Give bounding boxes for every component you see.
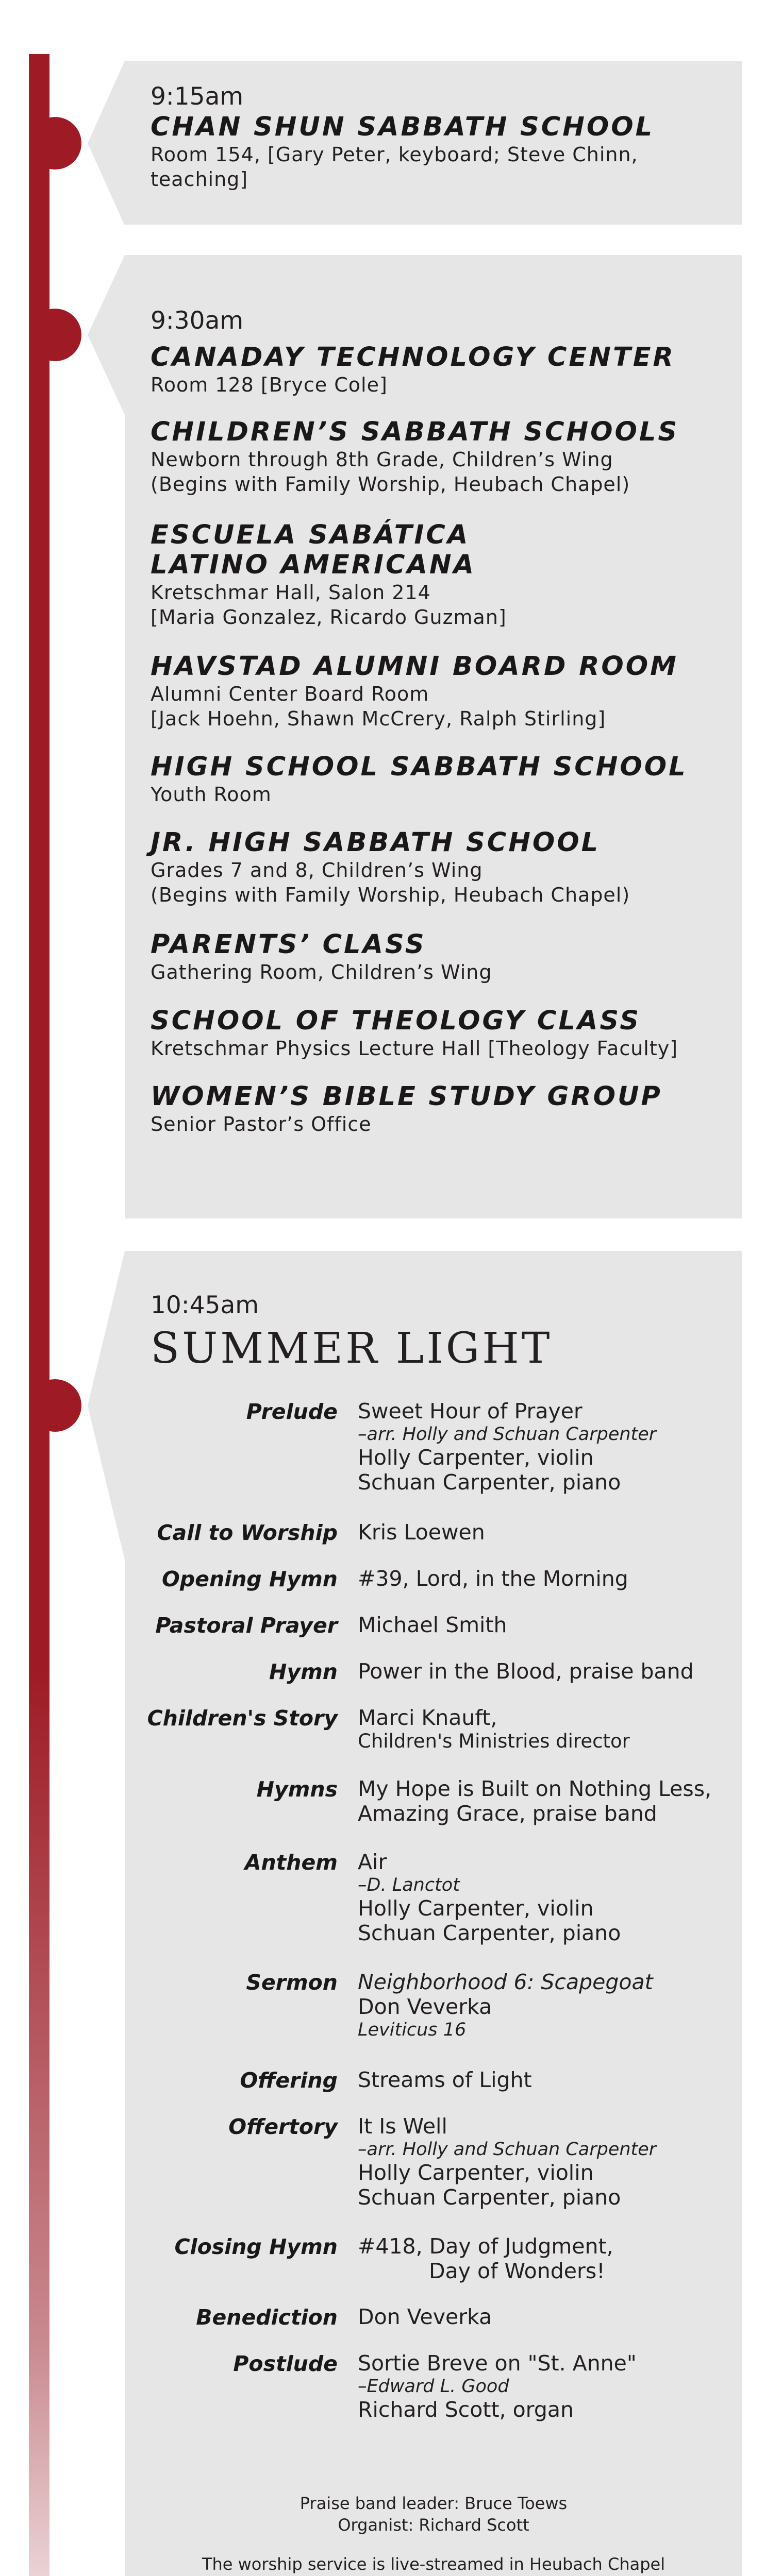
- credit-line: Organist: Richard Scott: [338, 2515, 529, 2535]
- class-entry: [151, 112, 728, 192]
- note-line: The worship service is live-streamed in Heubach Chapel: [202, 2554, 665, 2574]
- class-entry: [151, 652, 728, 731]
- class-detail: Senior Pastor’s Office: [151, 1113, 372, 1136]
- service-title: SUMMER LIGHT: [151, 1324, 553, 1373]
- class-heading: HAVSTAD ALUMNI BOARD ROOM: [151, 651, 678, 682]
- order-value: [358, 1776, 734, 1826]
- class-heading: WOMEN’S BIBLE STUDY GROUP: [151, 1081, 662, 1112]
- class-detail: Gathering Room, Children’s Wing: [151, 961, 492, 984]
- order-line: Holly Carpenter, violin: [358, 1896, 594, 1921]
- order-line: Schuan Carpenter, piano: [358, 2185, 621, 2210]
- order-line: Schuan Carpenter, piano: [358, 1921, 621, 1945]
- order-line: #418, Day of Judgment,: [358, 2234, 613, 2259]
- order-line: Children's Ministries director: [358, 1730, 630, 1752]
- class-heading: CANADAY TECHNOLOGY CENTER: [151, 342, 675, 372]
- order-value: [358, 1613, 734, 1637]
- order-label: Closing Hymn: [174, 2234, 338, 2259]
- class-entry: [151, 752, 728, 807]
- order-label: Opening Hymn: [161, 1567, 338, 1591]
- class-entry: [151, 343, 728, 397]
- section-930: [125, 255, 742, 1218]
- order-composer: –arr. Holly and Schuan Carpenter: [358, 1424, 657, 1445]
- class-detail: Grades 7 and 8, Children’s Wing: [151, 859, 483, 882]
- order-label: Anthem: [244, 1850, 338, 1875]
- order-line: Holly Carpenter, violin: [358, 2160, 594, 2185]
- order-line: Richard Scott, organ: [358, 2397, 574, 2422]
- class-entry: [151, 520, 728, 630]
- order-label: Hymn: [269, 1659, 338, 1684]
- order-composer: –Edward L. Good: [358, 2376, 509, 2397]
- class-heading: ESCUELA SABÁTICA: [151, 520, 470, 550]
- order-line: Air: [358, 1850, 387, 1874]
- class-detail: [Jack Hoehn, Shawn McCrery, Ralph Stirling]: [151, 707, 606, 730]
- class-entry: [151, 1082, 728, 1137]
- order-value: [358, 2351, 734, 2422]
- order-label: Children's Story: [147, 1706, 338, 1731]
- order-composer: –D. Lanctot: [358, 1875, 460, 1895]
- timeline-bar: [29, 54, 49, 2576]
- order-label: Offering: [240, 2068, 338, 2093]
- order-line: Schuan Carpenter, piano: [358, 1470, 621, 1495]
- order-composer: –arr. Holly and Schuan Carpenter: [358, 2139, 657, 2160]
- service-credits: [125, 2493, 742, 2536]
- class-detail: teaching]: [151, 168, 248, 191]
- order-line: Kris Loewen: [358, 1520, 485, 1545]
- class-heading: JR. HIGH SABBATH SCHOOL: [151, 827, 601, 858]
- credit-line: Praise band leader: Bruce Toews: [300, 2494, 568, 2513]
- order-value: [358, 1659, 734, 1684]
- order-line: Streams of Light: [358, 2067, 532, 2092]
- order-value: [358, 1520, 734, 1545]
- time-label: 9:30am: [151, 307, 244, 335]
- order-label: Benediction: [196, 2305, 338, 2330]
- order-label: Call to Worship: [157, 1520, 338, 1545]
- class-detail: Kretschmar Physics Lecture Hall [Theology Faculty]: [151, 1037, 678, 1060]
- order-line: Power in the Blood, praise band: [358, 1659, 694, 1684]
- livestream-note: [125, 2553, 742, 2576]
- class-heading: PARENTS’ CLASS: [151, 929, 426, 960]
- order-line: Don Veverka: [358, 2304, 492, 2329]
- order-line: Day of Wonders!: [429, 2259, 605, 2283]
- class-detail: [Maria Gonzalez, Ricardo Guzman]: [151, 606, 507, 629]
- class-heading: SCHOOL OF THEOLOGY CLASS: [151, 1006, 641, 1036]
- class-detail: Room 154, [Gary Peter, keyboard; Steve Chinn,: [151, 143, 638, 166]
- time-label: 10:45am: [151, 1291, 259, 1319]
- order-value: [358, 1399, 734, 1495]
- order-value: [358, 1705, 734, 1753]
- class-entry: [151, 417, 728, 497]
- order-value: [358, 2114, 734, 2210]
- timeline-dot: [29, 117, 81, 170]
- order-line: Don Veverka: [358, 1994, 492, 2019]
- order-line: Marci Knauft,: [358, 1705, 497, 1730]
- order-line: Sweet Hour of Prayer: [358, 1399, 583, 1423]
- class-heading: CHAN SHUN SABBATH SCHOOL: [151, 112, 655, 142]
- order-value: [358, 1850, 734, 1945]
- order-line: Michael Smith: [358, 1613, 507, 1637]
- timeline-dot: [29, 1379, 81, 1432]
- class-entry: [151, 1006, 728, 1061]
- order-label: Postlude: [233, 2351, 338, 2376]
- order-line: Sortie Breve on "St. Anne": [358, 2351, 637, 2376]
- order-line: It Is Well: [358, 2114, 447, 2139]
- class-detail: Room 128 [Bryce Cole]: [151, 374, 388, 396]
- section-1045-service: [125, 1251, 742, 2576]
- time-label: 9:15am: [151, 82, 244, 111]
- class-entry: [151, 930, 728, 985]
- class-heading: CHILDREN’S SABBATH SCHOOLS: [151, 417, 679, 447]
- class-heading: LATINO AMERICANA: [151, 550, 476, 580]
- class-detail: Alumni Center Board Room: [151, 683, 429, 705]
- class-detail: (Begins with Family Worship, Heubach Chapel): [151, 884, 630, 906]
- order-line: Amazing Grace, praise band: [358, 1801, 657, 1826]
- order-line: Holly Carpenter, violin: [358, 1445, 594, 1470]
- order-label: Pastoral Prayer: [155, 1613, 338, 1638]
- class-detail: Newborn through 8th Grade, Children’s Wing: [151, 448, 613, 471]
- order-value: [358, 2234, 734, 2283]
- order-label: Prelude: [246, 1399, 338, 1424]
- order-line: #39, Lord, in the Morning: [358, 1566, 628, 1591]
- class-entry: [151, 828, 728, 907]
- class-detail: Youth Room: [151, 783, 272, 806]
- order-value: [358, 2067, 734, 2092]
- class-detail: (Begins with Family Worship, Heubach Chapel): [151, 473, 630, 496]
- timeline-dot: [29, 309, 81, 361]
- order-line: Neighborhood 6: Scapegoat: [358, 1970, 653, 1994]
- order-label: Sermon: [246, 1970, 338, 1995]
- order-value: [358, 1566, 734, 1591]
- section-915: [125, 61, 742, 225]
- order-line: My Hope is Built on Nothing Less,: [358, 1776, 712, 1801]
- order-label: Hymns: [256, 1777, 338, 1802]
- order-label: Offertory: [228, 2114, 338, 2139]
- order-value: [358, 1970, 734, 2041]
- order-value: [358, 2304, 734, 2329]
- order-line: Leviticus 16: [358, 2020, 467, 2040]
- class-detail: Kretschmar Hall, Salon 214: [151, 581, 431, 604]
- class-heading: HIGH SCHOOL SABBATH SCHOOL: [151, 752, 688, 782]
